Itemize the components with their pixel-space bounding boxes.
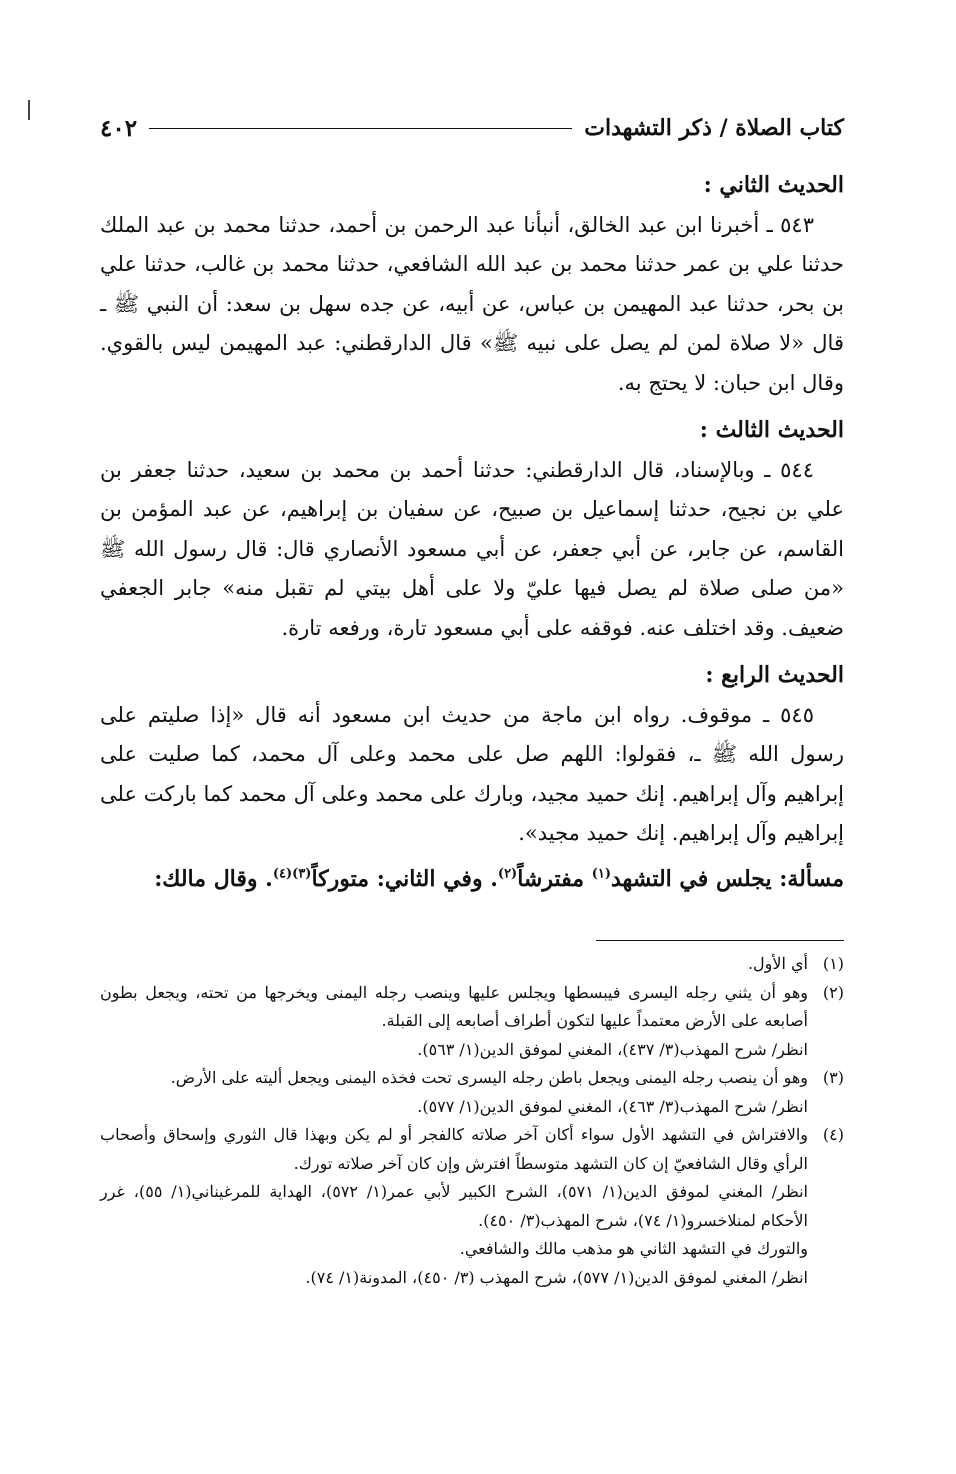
header-rule xyxy=(149,128,572,129)
masala-text-a: مسألة: يجلس في التشهد xyxy=(611,865,844,892)
footnote-line: انظر/ شرح المهذب(٣/ ٤٣٧)، المغني لموفق الدين(١/ ٥٦٣). xyxy=(417,1039,808,1059)
footnote-line: انظر/ المغني لموفق الدين(١/ ٥٧١)، الشرح الكبير لأبي عمر(١/ ٥٧٢)، الهداية للمرغيناني(١/ ٥٥)، غرر الأحكام لمنلاخسرو(١/ ٧٤)، شرح المهذب(٣/ ٤٥٠). xyxy=(100,1182,808,1230)
heading-hadith-4: الحديث الرابع : xyxy=(705,662,844,688)
hadith-543: ٥٤٣ ـ أخبرنا ابن عبد الخالق، أنبأنا عبد الرحمن بن أحمد، حدثنا محمد بن عبد الملك حدثنا علي بن عمر حدثنا محمد بن عبد الله الشافعي، حدثنا محمد بن غالب، حدثنا علي بن بحر، حدثنا عبد المهيمن بن عباس، عن أبيه، عن جده سهل بن سعد: أن النبي ﷺ ـ قال «لا صلاة لمن لم يصل على نبيه ﷺ» قال الدارقطني: عبد المهيمن ليس بالقوي. وقال ابن حبان: لا يحتج به. xyxy=(100,212,844,395)
masala-text-c: . وفي الثاني: متوركاً xyxy=(311,865,498,892)
footnotes xyxy=(100,950,844,1292)
footnote-line: والتورك في التشهد الثاني هو مذهب مالك والشافعي. xyxy=(459,1239,808,1258)
main-text xyxy=(100,166,844,899)
running-title: كتاب الصلاة / ذكر التشهدات xyxy=(584,115,844,141)
footnote-marker: (٤) xyxy=(822,1125,844,1144)
footnote-line: أي الأول. xyxy=(747,954,808,973)
masala-text-b: مفترشاً xyxy=(517,865,592,892)
masala-line xyxy=(100,860,844,900)
footnote-marker: (١) xyxy=(822,954,844,973)
footnote-line: انظر/ المغني لموفق الدين(١/ ٥٧٧)، شرح المهذب (٣/ ٤٥٠)، المدونة(١/ ٧٤). xyxy=(305,1267,808,1287)
footnote-line: وهو أن يثني رجله اليسرى فيبسطها ويجلس عليها وينصب رجله اليمنى ويخرجها من تحته، ويجعل بطون أصابعه على الأرض معتمداً عليها لتكون أطراف أصابعه إلى القبلة. xyxy=(100,982,808,1030)
footnote-1 xyxy=(100,950,844,979)
hadith-544: ٥٤٤ ـ وبالإسناد، قال الدارقطني: حدثنا أحمد بن محمد بن سعيد، حدثنا جعفر بن علي بن نجيح، حدثنا إسماعيل بن صبيح، عن سفيان بن إبراهيم، عن عبد المؤمن بن القاسم، عن جابر، عن أبي جعفر، عن أبي مسعود الأنصاري قال: قال رسول الله ﷺ «من صلى صلاة لم يصل فيها عليّ ولا على أهل بيتي لم تقبل منه» جابر الجعفي ضعيف. وقد اختلف عنه. فوقفه على أبي مسعود تارة، ورفعه تارة. xyxy=(100,457,844,640)
footnote-2 xyxy=(100,979,844,1065)
heading-hadith-2: الحديث الثاني : xyxy=(703,172,844,198)
masala-text-d: . وقال مالك: xyxy=(154,865,273,892)
footnote-3 xyxy=(100,1064,844,1121)
footnote-ref-2[interactable]: (٢) xyxy=(497,866,518,882)
footnote-separator xyxy=(596,940,844,941)
page-number: ٤٠٢ xyxy=(100,114,138,142)
footnote-4 xyxy=(100,1121,844,1292)
footnote-line: والافتراش في التشهد الأول سواء أكان آخر صلاته كالفجر أو لم يكن وبهذا قال الثوري وإسحاق وأصحاب الرأي وقال الشافعيّ إن كان التشهد متوسطاً افترش وإن كان آخر صلاته تورك. xyxy=(100,1125,808,1173)
footnote-line: وهو أن ينصب رجله اليمنى ويجعل باطن رجله اليسرى تحت فخذه اليمنى ويجعل أليته على الأرض. xyxy=(170,1068,808,1087)
hadith-545: ٥٤٥ ـ موقوف. رواه ابن ماجة من حديث ابن مسعود أنه قال «إذا صليتم على رسول الله ﷺ ـ، فقولوا: اللهم صل على محمد وعلى آل محمد، كما صليت على إبراهيم وآل إبراهيم. إنك حميد مجيد، وبارك على محمد وعلى آل محمد كما باركت على إبراهيم وآل إبراهيم. إنك حميد مجيد». xyxy=(100,702,844,845)
footnote-marker: (٢) xyxy=(822,982,844,1002)
footnote-ref-3-4[interactable]: (٣)(٤) xyxy=(272,866,312,882)
margin-mark xyxy=(28,100,30,120)
heading-hadith-3: الحديث الثالث : xyxy=(699,417,844,443)
footnote-marker: (٣) xyxy=(822,1068,844,1087)
footnote-ref-1[interactable]: (١) xyxy=(591,866,611,882)
page-header xyxy=(100,108,844,148)
footnote-line: انظر/ شرح المهذب(٣/ ٤٦٣)، المغني لموفق الدين(١/ ٥٧٧). xyxy=(417,1096,808,1116)
